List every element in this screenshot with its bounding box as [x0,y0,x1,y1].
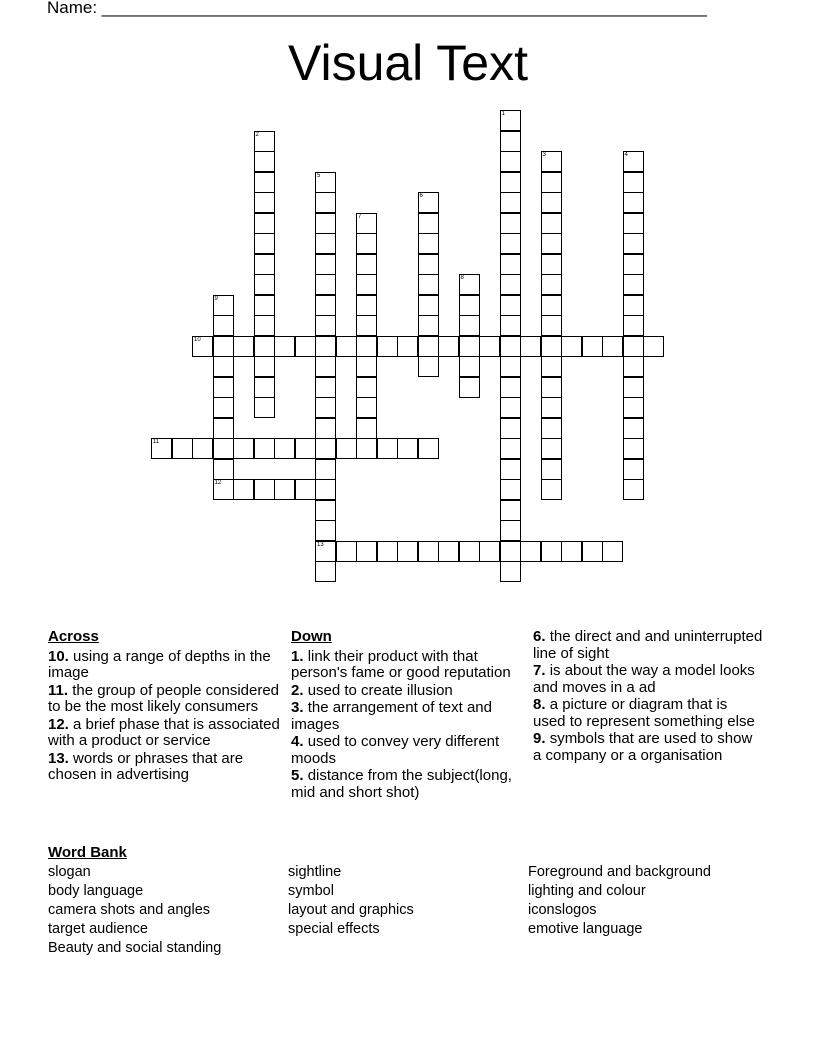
crossword-cell[interactable] [541,377,562,398]
crossword-cell[interactable] [295,336,316,357]
crossword-cell[interactable] [541,274,562,295]
clue-number: 2. [291,681,304,699]
crossword-cell[interactable] [315,459,336,480]
crossword-cell[interactable] [500,397,521,418]
crossword-cell[interactable] [541,418,562,439]
word-bank-item: emotive language [528,921,643,937]
crossword-cell[interactable] [377,541,398,562]
clue-item [533,663,763,696]
crossword-cell[interactable] [315,479,336,500]
crossword-cell[interactable] [213,459,234,480]
crossword-cell[interactable] [500,213,521,234]
crossword-cell[interactable] [356,295,377,316]
crossword-cell[interactable] [254,315,275,336]
word-bank-item: layout and graphics [288,902,414,918]
crossword-cell[interactable] [561,541,582,562]
word-bank-item: target audience [48,921,148,937]
crossword-cell[interactable] [274,438,295,459]
crossword-cell[interactable] [623,172,644,193]
cell-number: 8 [460,275,464,281]
crossword-cell[interactable] [541,397,562,418]
name-field-label: Name: ________________________________________________________________ [47,0,707,17]
clue-item [48,751,280,784]
crossword-cell[interactable] [274,336,295,357]
clue-text: using a range of depths in the image [48,647,271,681]
crossword-cell[interactable] [541,336,562,357]
down-clues [291,629,521,802]
crossword-cell[interactable] [254,377,275,398]
crossword-cell[interactable] [254,479,275,500]
crossword-cell[interactable] [274,479,295,500]
crossword-cell[interactable] [397,541,418,562]
crossword-cell[interactable] [254,213,275,234]
crossword-cell[interactable] [459,274,480,295]
clue-item [48,683,280,716]
clue-item [291,683,521,700]
word-bank-item: special effects [288,921,380,937]
down-clues-continued [533,629,763,765]
crossword-cell[interactable] [356,254,377,275]
crossword-cell[interactable] [233,336,254,357]
clue-text: is about the way a model looks and moves in a ad [533,662,755,696]
crossword-cell[interactable] [213,356,234,377]
crossword-cell[interactable] [295,479,316,500]
crossword-cell[interactable] [356,377,377,398]
cell-number: 2 [255,131,259,138]
crossword-cell[interactable] [623,438,644,459]
crossword-cell[interactable] [643,336,664,357]
crossword-cell[interactable] [541,233,562,254]
crossword-cell[interactable] [254,295,275,316]
crossword-cell[interactable] [315,254,336,275]
crossword-cell[interactable] [582,541,603,562]
crossword-cell[interactable] [254,254,275,275]
crossword-cell[interactable] [213,377,234,398]
crossword-cell[interactable] [623,377,644,398]
crossword-cell[interactable] [315,192,336,213]
crossword-cell[interactable] [500,192,521,213]
crossword-cell[interactable] [377,438,398,459]
crossword-cell[interactable] [356,233,377,254]
clue-number: 10. [48,647,69,665]
word-bank-item: Beauty and social standing [48,940,222,956]
crossword-cell[interactable] [479,541,500,562]
cell-number: 9 [214,295,218,302]
clue-number: 7. [533,662,546,679]
crossword-cell[interactable] [151,438,172,459]
crossword-cell[interactable] [623,479,644,500]
crossword-cell[interactable] [623,233,644,254]
word-bank-item: lighting and colour [528,883,646,899]
crossword-cell[interactable] [438,541,459,562]
crossword-cell[interactable] [356,336,377,357]
crossword-cell[interactable] [479,336,500,357]
crossword-cell[interactable] [623,397,644,418]
clue-text: a picture or diagram that is used to represent something else [533,696,755,730]
crossword-cell[interactable] [500,541,521,562]
crossword-cell[interactable] [213,295,234,316]
crossword-cell[interactable] [397,438,418,459]
clue-number: 3. [291,699,304,716]
crossword-cell[interactable] [623,336,644,357]
cell-number: 4 [624,152,628,158]
crossword-cell[interactable] [500,274,521,295]
clue-text: used to convey very different moods [291,733,500,767]
clue-number: 5. [291,767,304,784]
crossword-cell[interactable] [254,131,275,152]
crossword-cell[interactable] [315,172,336,193]
clue-item [48,649,280,682]
clue-text: link their product with that person's fame or good reputation [291,647,511,681]
crossword-cell[interactable] [418,274,439,295]
crossword-cell[interactable] [418,315,439,336]
crossword-cell[interactable] [541,172,562,193]
across-clues [48,629,280,785]
crossword-cell[interactable] [500,377,521,398]
crossword-cell[interactable] [192,336,213,357]
word-bank-column [528,863,711,939]
crossword-cell[interactable] [561,336,582,357]
crossword-cell[interactable] [315,356,336,377]
crossword-cell[interactable] [315,315,336,336]
crossword-cell[interactable] [623,459,644,480]
word-bank-item: camera shots and angles [48,902,211,918]
cell-number: 6 [419,193,423,199]
crossword-cell[interactable] [315,233,336,254]
clue-item [533,697,763,730]
clue-number: 11. [48,681,69,699]
crossword-cell[interactable] [213,438,234,459]
crossword-cell[interactable] [541,151,562,172]
clue-number: 9. [533,730,546,747]
crossword-cell[interactable] [500,110,521,131]
crossword-cell[interactable] [254,274,275,295]
crossword-cell[interactable] [500,315,521,336]
clue-item [533,629,763,662]
crossword-cell[interactable] [213,418,234,439]
clue-text: the group of people considered to be the most likely consumers [48,681,280,715]
crossword-cell[interactable] [623,356,644,377]
crossword-cell[interactable] [213,315,234,336]
crossword-cell[interactable] [315,520,336,541]
crossword-cell[interactable] [233,438,254,459]
clue-item [291,700,521,733]
across-clue-list [48,649,280,784]
down-heading: Down [291,628,332,645]
crossword-cell[interactable] [315,377,336,398]
clue-text: a brief phase that is associated with a product or service [48,715,280,749]
crossword-cell[interactable] [500,151,521,172]
crossword-cell[interactable] [213,336,234,357]
clue-text: the arrangement of text and images [291,699,492,733]
clue-number: 6. [533,628,546,645]
cell-number: 5 [317,172,321,179]
clue-number: 4. [291,733,304,750]
crossword-cell[interactable] [254,233,275,254]
clue-number: 13. [48,749,69,767]
crossword-cell[interactable] [315,295,336,316]
crossword-cell[interactable] [541,213,562,234]
crossword-cell[interactable] [356,213,377,234]
crossword-cell[interactable] [418,295,439,316]
crossword-cell[interactable] [500,520,521,541]
crossword-cell[interactable] [623,315,644,336]
crossword-cell[interactable] [500,459,521,480]
word-bank-item: symbol [288,883,334,899]
crossword-cell[interactable] [254,151,275,172]
word-bank-item: iconslogos [528,902,597,918]
across-heading: Across [48,628,99,645]
crossword-cell[interactable] [500,561,521,582]
crossword-cell[interactable] [254,356,275,377]
crossword-cell[interactable] [459,295,480,316]
crossword-cell[interactable] [500,336,521,357]
crossword-cell[interactable] [500,233,521,254]
crossword-cell[interactable] [500,438,521,459]
crossword-cell[interactable] [623,295,644,316]
crossword-cell[interactable] [623,274,644,295]
crossword-cell[interactable] [459,541,480,562]
crossword-cell[interactable] [541,356,562,377]
crossword-cell[interactable] [192,438,213,459]
word-bank-heading: Word Bank [48,844,127,861]
crossword-cell[interactable] [254,397,275,418]
clue-item [533,731,763,764]
crossword-cell[interactable] [315,438,336,459]
crossword-cell[interactable] [438,336,459,357]
crossword-cell[interactable] [254,336,275,357]
crossword-cell[interactable] [315,541,336,562]
word-bank-item: Foreground and background [528,864,711,880]
crossword-cell[interactable] [500,479,521,500]
crossword-cell[interactable] [356,418,377,439]
crossword-cell[interactable] [356,541,377,562]
crossword-cell[interactable] [623,254,644,275]
word-bank-column [48,863,221,958]
crossword-cell[interactable] [356,356,377,377]
crossword-cell[interactable] [254,438,275,459]
crossword-cell[interactable] [315,336,336,357]
crossword-cell[interactable] [623,418,644,439]
crossword-cell[interactable] [315,397,336,418]
crossword-cell[interactable] [623,192,644,213]
word-bank-column [288,863,414,939]
crossword-cell[interactable] [520,541,541,562]
clue-item [291,734,521,767]
crossword-cell[interactable] [602,541,623,562]
crossword-cell[interactable] [418,336,439,357]
crossword-cell[interactable] [418,254,439,275]
crossword-cell[interactable] [418,438,439,459]
clue-item [48,717,280,750]
page-title: Visual Text [288,35,528,91]
clue-text: used to create illusion [307,681,453,699]
crossword-cell[interactable] [500,500,521,521]
crossword-cell[interactable] [336,336,357,357]
crossword-cell[interactable] [254,192,275,213]
clue-number: 12. [48,715,69,733]
clue-text: distance from the subject(long, mid and short shot) [291,767,512,801]
crossword-cell[interactable] [315,500,336,521]
crossword-cell[interactable] [254,172,275,193]
word-bank-item: body language [48,883,144,899]
cell-number: 11 [153,439,160,445]
crossword-cell[interactable] [315,213,336,234]
crossword-cell[interactable] [541,459,562,480]
crossword-cell[interactable] [500,172,521,193]
crossword-cell[interactable] [623,213,644,234]
crossword-cell[interactable] [418,356,439,377]
crossword-cell[interactable] [356,315,377,336]
clue-number: 8. [533,696,546,713]
word-bank-item: sightline [288,864,342,880]
crossword-cell[interactable] [315,274,336,295]
crossword-cell[interactable] [541,295,562,316]
word-bank-item: slogan [48,864,91,880]
crossword-cell[interactable] [295,438,316,459]
crossword-cell[interactable] [459,356,480,377]
clue-text: symbols that are used to show a company or a organisation [533,730,753,764]
crossword-cell[interactable] [397,336,418,357]
crossword-cell[interactable] [377,336,398,357]
crossword-cell[interactable] [541,541,562,562]
crossword-cell[interactable] [500,356,521,377]
crossword-cell[interactable] [418,541,439,562]
cell-number: 1 [501,111,505,117]
crossword-cell[interactable] [213,397,234,418]
crossword-cell[interactable] [418,233,439,254]
crossword-cell[interactable] [541,479,562,500]
crossword-cell[interactable] [172,438,193,459]
clue-text: words or phrases that are chosen in advertising [48,749,244,783]
crossword-cell[interactable] [336,541,357,562]
crossword-cell[interactable] [541,192,562,213]
crossword-cell[interactable] [500,418,521,439]
crossword-cell[interactable] [356,397,377,418]
clue-item [291,768,521,801]
crossword-cell[interactable] [541,254,562,275]
cell-number: 13 [317,541,324,548]
cell-number: 3 [542,152,546,158]
crossword-cell[interactable] [541,438,562,459]
cell-number: 7 [358,213,362,220]
crossword-cell[interactable] [500,131,521,152]
crossword-cell[interactable] [623,151,644,172]
crossword-cell[interactable] [520,336,541,357]
crossword-cell[interactable] [459,315,480,336]
crossword-cell[interactable] [336,438,357,459]
clue-item [291,649,521,682]
crossword-cell[interactable] [356,438,377,459]
crossword-cell[interactable] [213,479,234,500]
clue-text: the direct and and uninterrupted line of sight [533,628,763,662]
crossword-cell[interactable] [315,561,336,582]
crossword-cell[interactable] [233,479,254,500]
clue-number: 1. [291,647,304,665]
crossword-cell[interactable] [418,192,439,213]
crossword-cell[interactable] [418,213,439,234]
crossword-cell[interactable] [541,315,562,336]
crossword-cell[interactable] [500,295,521,316]
cell-number: 12 [214,480,222,486]
cell-number: 10 [194,336,201,343]
crossword-cell[interactable] [459,336,480,357]
crossword-cell[interactable] [582,336,603,357]
crossword-cell[interactable] [602,336,623,357]
crossword-cell[interactable] [315,418,336,439]
crossword-cell[interactable] [459,377,480,398]
crossword-cell[interactable] [356,274,377,295]
crossword-cell[interactable] [500,254,521,275]
